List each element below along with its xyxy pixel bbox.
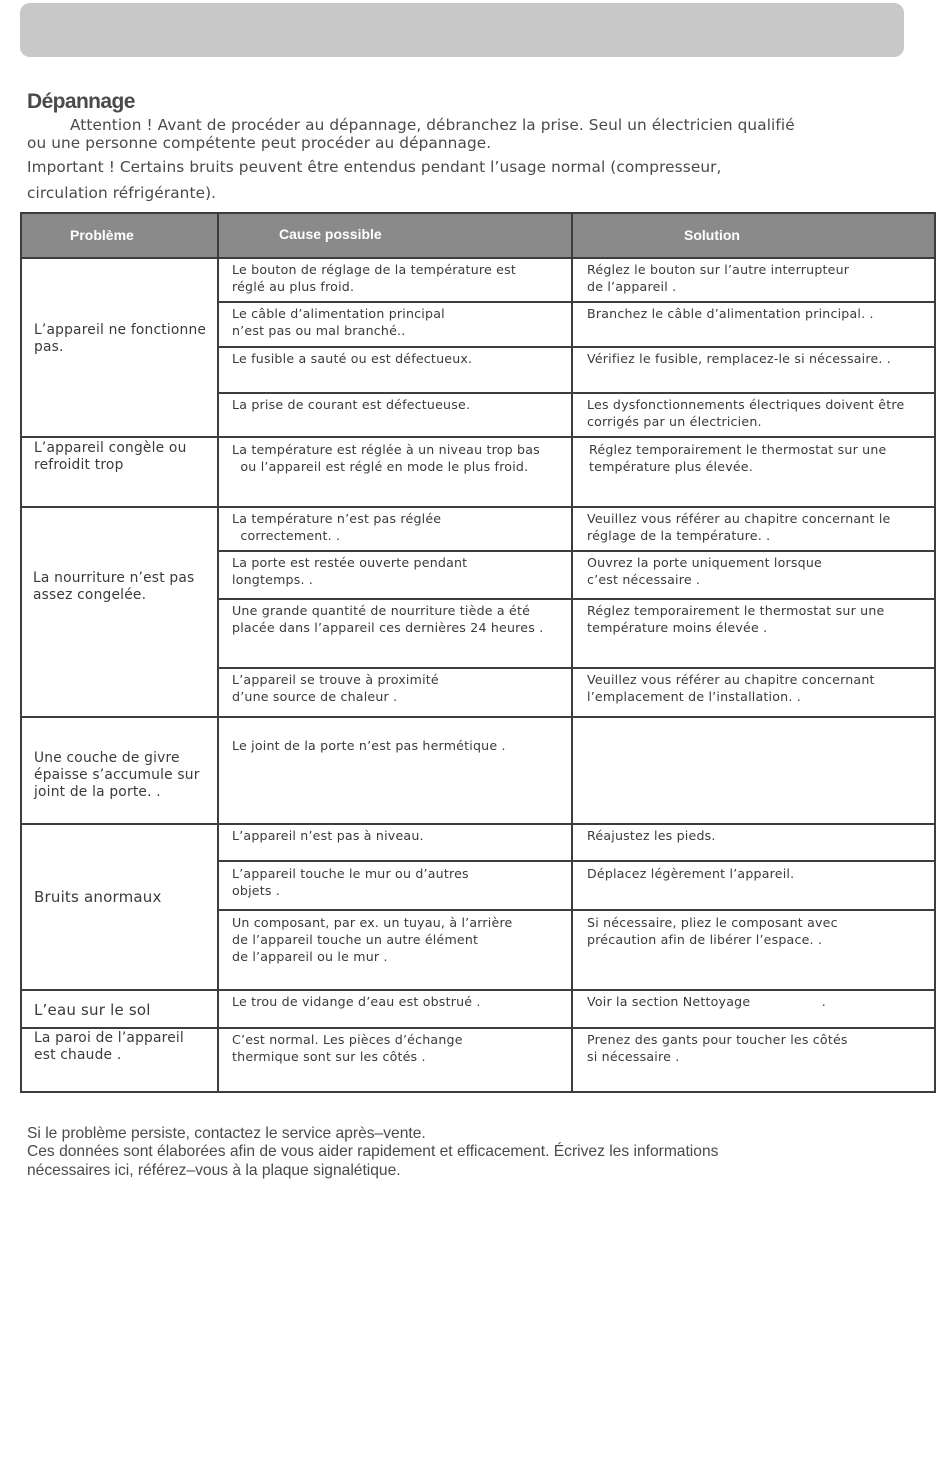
problem-cell: L’appareil congèle ou refroidit trop — [34, 440, 187, 473]
grid-line — [217, 860, 936, 862]
grid-line — [20, 989, 936, 991]
solution-cell: Réglez temporairement le thermostat sur une température plus élevée. — [589, 442, 887, 474]
cause-cell: Le bouton de réglage de la température est réglé au plus froid. — [232, 262, 516, 294]
footer-line-2: Ces données sont élaborées afin de vous aider rapidement et efficacement. Écrivez les informations — [27, 1143, 719, 1160]
grid-line — [20, 212, 22, 1093]
grid-line — [571, 212, 573, 1093]
solution-cell: Si nécessaire, pliez le composant avec précaution afin de libérer l’espace. . — [587, 915, 838, 947]
solution-cell: Vérifiez le fusible, remplacez-le si nécessaire. . — [587, 351, 891, 366]
cause-cell: L’appareil n’est pas à niveau. — [232, 828, 424, 843]
header-problem: Problème — [70, 227, 134, 243]
grid-line — [934, 212, 936, 1093]
cause-cell: Le joint de la porte n’est pas hermétique . — [232, 738, 506, 753]
grid-line — [20, 436, 936, 438]
cause-cell: Le trou de vidange d’eau est obstrué . — [232, 994, 481, 1009]
footer-line-3: nécessaires ici, référez–vous à la plaque signalétique. — [27, 1162, 401, 1179]
header-solution: Solution — [684, 227, 740, 243]
solution-cell: Les dysfonctionnements électriques doivent être corrigés par un électricien. — [587, 397, 905, 429]
cause-cell: Le câble d’alimentation principal n’est pas ou mal branché.. — [232, 306, 445, 338]
grid-line — [217, 301, 936, 303]
problem-cell: L’eau sur le sol — [34, 1001, 151, 1019]
problem-cell: La nourriture n’est pas assez congelée. — [33, 570, 195, 603]
cause-cell: Une grande quantité de nourriture tiède a été placée dans l’appareil ces dernières 24 heures . — [232, 603, 544, 635]
grid-line — [20, 257, 936, 259]
solution-cell: Prenez des gants pour toucher les côtés si nécessaire . — [587, 1032, 848, 1064]
solution-cell: Branchez le câble d’alimentation principal. . — [587, 306, 874, 321]
solution-cell: Déplacez légèrement l’appareil. — [587, 866, 795, 881]
grid-line — [217, 346, 936, 348]
problem-cell: La paroi de l’appareil est chaude . — [34, 1030, 184, 1063]
cause-cell: La prise de courant est défectueuse. — [232, 397, 471, 412]
header-cause-cell — [219, 212, 571, 258]
header-problem-cell — [20, 212, 217, 258]
header-cause: Cause possible — [279, 226, 382, 242]
cause-cell: C’est normal. Les pièces d’échange thermique sont sur les côtés . — [232, 1032, 463, 1064]
grid-line — [217, 667, 936, 669]
intro-line-3: Important ! Certains bruits peuvent être entendus pendant l’usage normal (compresseur, — [27, 158, 722, 176]
grid-line — [20, 716, 936, 718]
grid-line — [217, 909, 936, 911]
grid-line — [20, 506, 936, 508]
cause-cell: La température est réglée à un niveau trop bas ou l’appareil est réglé en mode le plus froid. — [232, 442, 540, 474]
problem-cell: L’appareil ne fonctionne pas. — [34, 322, 207, 355]
intro-line-1: Attention ! Avant de procéder au dépannage, débranchez la prise. Seul un électricien qualifié — [70, 116, 795, 134]
cause-cell: La température n’est pas réglée correctement. . — [232, 511, 442, 543]
troubleshooting-table — [20, 212, 936, 1093]
solution-cell: Ouvrez la porte uniquement lorsque c’est nécessaire . — [587, 555, 822, 587]
intro-line-4: circulation réfrigérante). — [27, 184, 217, 202]
intro-line-2: ou une personne compétente peut procéder au dépannage. — [27, 134, 492, 152]
solution-cell: Réglez temporairement le thermostat sur une température moins élevée . — [587, 603, 885, 635]
solution-cell: Veuillez vous référer au chapitre concernant le réglage de la température. . — [587, 511, 891, 543]
grid-line — [217, 392, 936, 394]
grid-line — [217, 212, 219, 1093]
cause-cell: L’appareil se trouve à proximité d’une source de chaleur . — [232, 672, 439, 704]
page-title: Dépannage — [27, 90, 135, 113]
problem-cell: Bruits anormaux — [34, 888, 162, 906]
solution-cell: Réajustez les pieds. — [587, 828, 716, 843]
grid-line — [20, 1027, 936, 1029]
cause-cell: Le fusible a sauté ou est défectueux. — [232, 351, 473, 366]
grid-line — [217, 598, 936, 600]
header-solution-cell — [573, 212, 936, 258]
grid-line — [20, 1091, 936, 1093]
footer-line-1: Si le problème persiste, contactez le service après–vente. — [27, 1125, 426, 1142]
grid-line — [20, 823, 936, 825]
cause-cell: Un composant, par ex. un tuyau, à l’arrière de l’appareil touche un autre élément de l’appareil ou le mur . — [232, 915, 513, 964]
cause-cell: La porte est restée ouverte pendant longtemps. . — [232, 555, 468, 587]
problem-cell: Une couche de givre épaisse s’accumule sur joint de la porte. . — [34, 750, 200, 800]
solution-cell: Veuillez vous référer au chapitre concernant l’emplacement de l’installation. . — [587, 672, 875, 704]
grid-line — [20, 212, 936, 214]
cause-cell: L’appareil touche le mur ou d’autres objets . — [232, 866, 469, 898]
solution-cell: Réglez le bouton sur l’autre interrupteur de l’appareil . — [587, 262, 850, 294]
header-bar — [20, 3, 904, 57]
grid-line — [217, 550, 936, 552]
solution-cell: Voir la section Nettoyage . — [587, 994, 826, 1009]
